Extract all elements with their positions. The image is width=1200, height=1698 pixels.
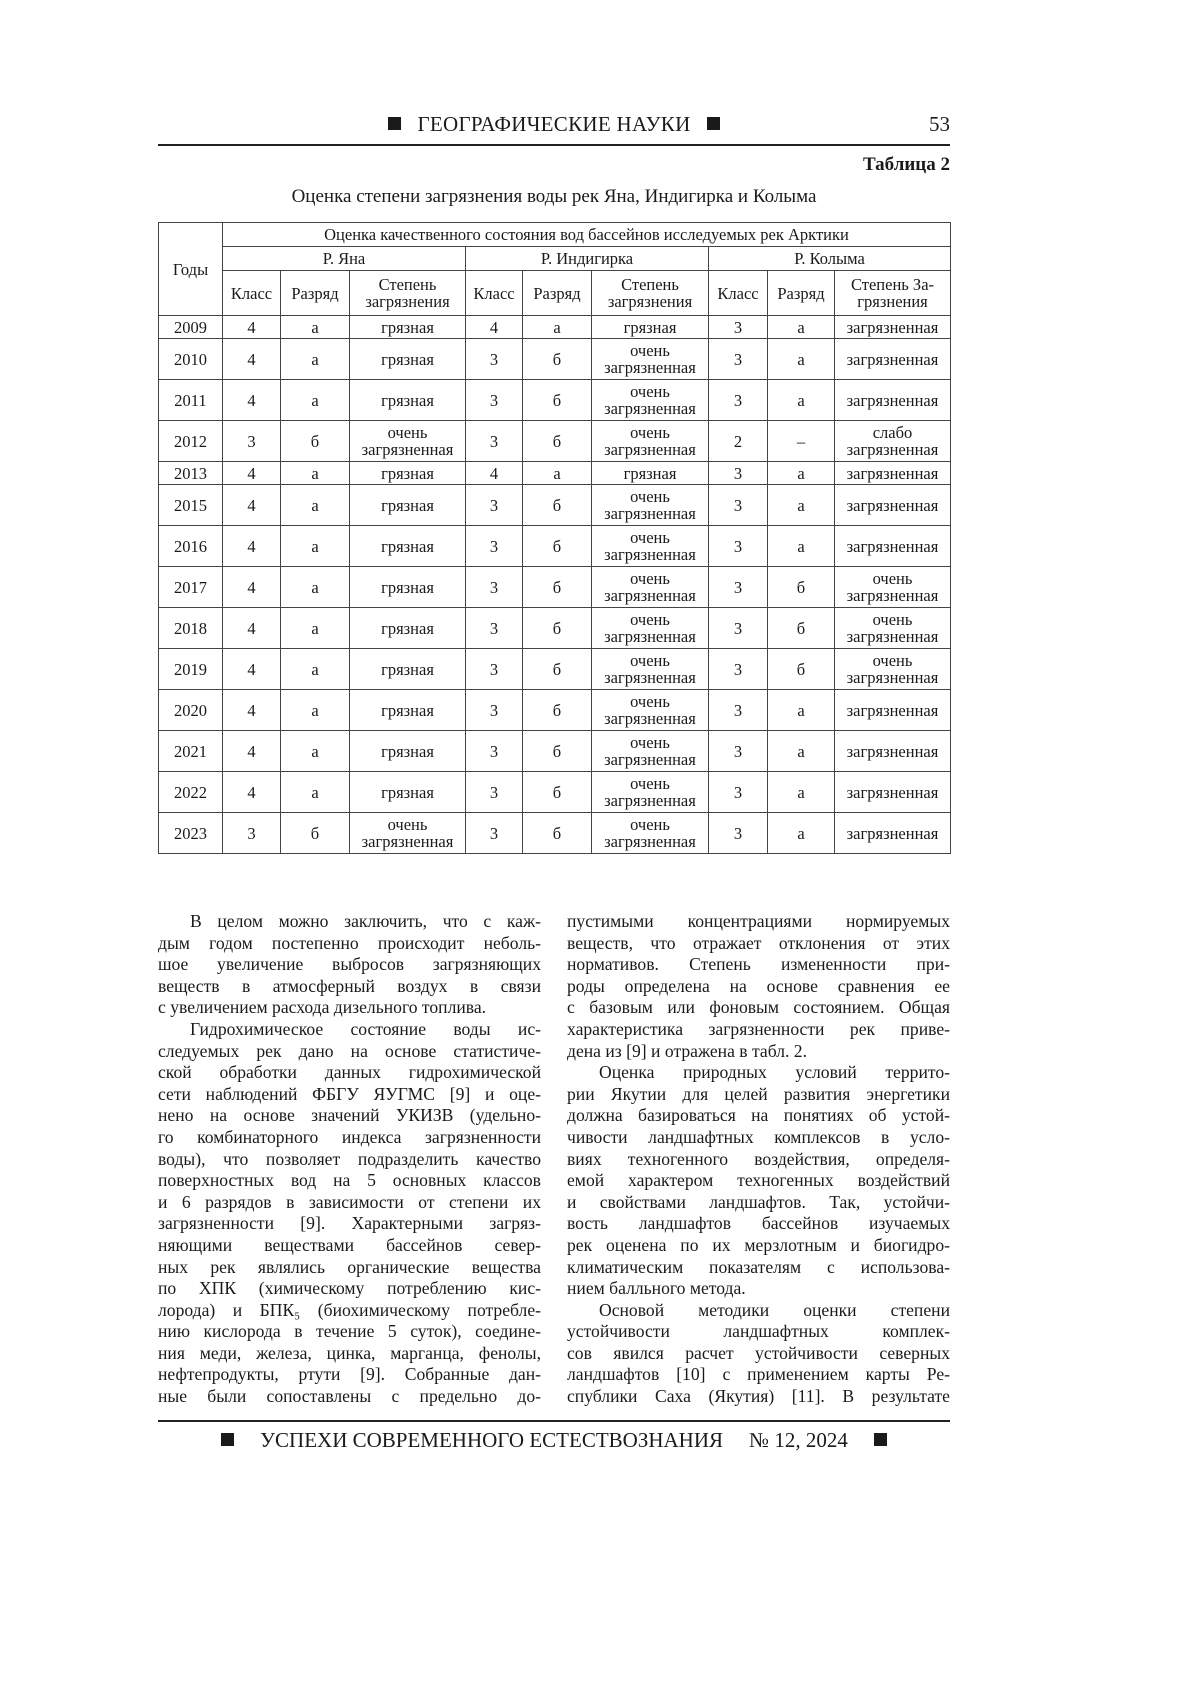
table-cell: 2 xyxy=(709,421,768,462)
table-cell: б xyxy=(523,731,592,772)
table-cell: загрязненная xyxy=(835,316,951,339)
header-river: Р. Колыма xyxy=(709,247,951,271)
table-cell: 4 xyxy=(223,339,281,380)
text-line: следуемых рек дано на основе статистиче- xyxy=(158,1040,541,1061)
table-cell: грязная xyxy=(350,608,466,649)
table-cell: грязная xyxy=(350,567,466,608)
table-row xyxy=(159,690,951,731)
text-line: по ХПК (химическому потреблению кис- xyxy=(158,1278,541,1299)
table-cell: 3 xyxy=(466,813,523,854)
subheader-cell: Степень За-грязнения xyxy=(835,271,951,316)
table-cell: 4 xyxy=(223,316,281,339)
table-cell: 3 xyxy=(466,690,523,731)
table-cell: 3 xyxy=(709,339,768,380)
table-cell: загрязненная xyxy=(835,731,951,772)
table-row xyxy=(159,649,951,690)
table-cell: 3 xyxy=(709,380,768,421)
table-row xyxy=(159,731,951,772)
table-cell: а xyxy=(281,731,350,772)
text-line: дым годом постепенно происходит неболь- xyxy=(158,932,541,953)
text-line: ных рек являлись органические вещества xyxy=(158,1256,541,1277)
table-cell: очень загрязненная xyxy=(592,339,709,380)
table-label: Таблица 2 xyxy=(862,154,950,175)
table-cell: б xyxy=(523,526,592,567)
text-line: нено на основе значений УКИЗВ (удельно- xyxy=(158,1105,541,1126)
table-cell: грязная xyxy=(350,526,466,567)
table-cell: 3 xyxy=(709,567,768,608)
table-cell: грязная xyxy=(350,649,466,690)
table-cell: слабо загрязненная xyxy=(835,421,951,462)
table-cell: 3 xyxy=(466,339,523,380)
table-cell: 4 xyxy=(466,462,523,485)
year-cell: 2009 xyxy=(159,316,223,339)
year-cell: 2019 xyxy=(159,649,223,690)
table-cell: 3 xyxy=(466,485,523,526)
table-cell: грязная xyxy=(592,316,709,339)
year-cell: 2021 xyxy=(159,731,223,772)
body-column-right xyxy=(567,911,950,1408)
year-cell: 2012 xyxy=(159,421,223,462)
year-cell: 2010 xyxy=(159,339,223,380)
table-cell: 3 xyxy=(466,421,523,462)
table-cell: а xyxy=(523,316,592,339)
table-cell: очень загрязненная xyxy=(592,731,709,772)
subheader-cell: Степень загрязнения xyxy=(350,271,466,316)
table-cell: б xyxy=(523,608,592,649)
table-cell: 3 xyxy=(466,380,523,421)
table-cell: грязная xyxy=(350,380,466,421)
page-number: 53 xyxy=(929,112,950,136)
text-line: нормативов. Степень измененности при- xyxy=(567,954,950,975)
year-cell: 2018 xyxy=(159,608,223,649)
table-cell: а xyxy=(768,731,835,772)
table-cell: б xyxy=(523,485,592,526)
table-row xyxy=(159,316,951,339)
year-cell: 2013 xyxy=(159,462,223,485)
table-cell: 3 xyxy=(709,462,768,485)
table-cell: а xyxy=(281,649,350,690)
text-line: лорода) и БПК₅ (биохимическому потребле- xyxy=(158,1299,541,1320)
table-cell: а xyxy=(281,567,350,608)
text-line: Оценка природных условий террито- xyxy=(599,1062,950,1083)
text-line: Гидрохимическое состояние воды ис- xyxy=(190,1018,541,1039)
table-cell: грязная xyxy=(350,316,466,339)
table-cell: 3 xyxy=(466,772,523,813)
table-row xyxy=(159,485,951,526)
subheader-cell: Разряд xyxy=(523,271,592,316)
text-line: сов явился расчет устойчивости северных xyxy=(567,1342,950,1363)
text-line: го комбинаторного индекса загрязненности xyxy=(158,1126,541,1147)
table-row xyxy=(159,608,951,649)
text-line: В целом можно заключить, что с каж- xyxy=(190,911,541,931)
subheader-cell: Разряд xyxy=(281,271,350,316)
table-cell: б xyxy=(523,339,592,380)
table-cell: 4 xyxy=(223,380,281,421)
table-cell: грязная xyxy=(350,731,466,772)
table-cell: а xyxy=(768,462,835,485)
table-cell: 4 xyxy=(223,567,281,608)
text-line: нию кислорода в течение 5 суток), соедине- xyxy=(158,1321,541,1342)
table-cell: а xyxy=(281,380,350,421)
table-cell: очень загрязненная xyxy=(592,772,709,813)
text-line: поверхностных вод на 5 основных классов xyxy=(158,1170,541,1191)
table-cell: а xyxy=(281,608,350,649)
table-cell: а xyxy=(523,462,592,485)
table-cell: грязная xyxy=(350,690,466,731)
table-cell: 3 xyxy=(709,772,768,813)
table-cell: а xyxy=(768,380,835,421)
pollution-table xyxy=(158,222,951,854)
table-cell: 4 xyxy=(223,690,281,731)
table-cell: 4 xyxy=(223,608,281,649)
table-cell: б xyxy=(281,421,350,462)
table-cell: а xyxy=(281,316,350,339)
text-line: роды определена на основе сравнения ее xyxy=(567,975,950,996)
table-cell: 3 xyxy=(466,567,523,608)
text-line: и свойствами ландшафтов. Так, устойчи- xyxy=(567,1191,950,1212)
table-cell: б xyxy=(768,608,835,649)
table-cell: очень загрязненная xyxy=(592,608,709,649)
square-bullet-icon xyxy=(388,117,401,130)
table-cell: 3 xyxy=(466,731,523,772)
table-cell: а xyxy=(281,485,350,526)
text-line: рек оценена по их мерзлотным и биогидро- xyxy=(567,1234,950,1255)
table-cell: а xyxy=(281,526,350,567)
table-cell: а xyxy=(768,690,835,731)
year-cell: 2023 xyxy=(159,813,223,854)
header-river: Р. Индигирка xyxy=(466,247,709,271)
table-cell: 3 xyxy=(709,813,768,854)
header-group: Оценка качественного состояния вод бассейнов исследуемых рек Арктики xyxy=(223,223,951,247)
text-line: с увеличением расхода дизельного топлива. xyxy=(158,997,487,1018)
table-cell: 3 xyxy=(466,526,523,567)
table-cell: 4 xyxy=(223,772,281,813)
table-cell: 3 xyxy=(709,649,768,690)
table-cell: б xyxy=(768,567,835,608)
table-cell: 4 xyxy=(223,485,281,526)
table-cell: 3 xyxy=(709,608,768,649)
table-cell: загрязненная xyxy=(835,690,951,731)
journal-title: УСПЕХИ СОВРЕМЕННОГО ЕСТЕСТВОЗНАНИЯ xyxy=(260,1428,724,1452)
table-cell: очень загрязненная xyxy=(592,649,709,690)
table-cell: а xyxy=(768,526,835,567)
table-cell: 3 xyxy=(466,608,523,649)
text-line: пустимыми концентрациями нормируемых xyxy=(567,911,950,931)
text-line: веществ, что отражает отклонения от этих xyxy=(567,932,950,953)
text-line: ния меди, железа, цинка, марганца, фенолы, xyxy=(158,1342,541,1363)
text-line: ные были сопоставлены с предельно до- xyxy=(158,1386,541,1407)
table-cell: очень загрязненная xyxy=(592,421,709,462)
table-cell: загрязненная xyxy=(835,462,951,485)
running-header xyxy=(158,108,950,146)
text-line: характеристика загрязненности рек приве- xyxy=(567,1018,950,1039)
text-line: ской обработки данных гидрохимической xyxy=(158,1062,541,1083)
table-cell: грязная xyxy=(350,339,466,380)
table-row xyxy=(159,339,951,380)
text-line: няющими веществами бассейнов север- xyxy=(158,1234,541,1255)
table-cell: 4 xyxy=(223,462,281,485)
year-cell: 2015 xyxy=(159,485,223,526)
table-row xyxy=(159,380,951,421)
text-line: шое увеличение выбросов загрязняющих xyxy=(158,954,541,975)
table-cell: а xyxy=(281,462,350,485)
running-footer xyxy=(158,1420,950,1453)
table-cell: загрязненная xyxy=(835,772,951,813)
subheader-cell: Степень загрязнения xyxy=(592,271,709,316)
subheader-cell: Класс xyxy=(223,271,281,316)
table-cell: очень загрязненная xyxy=(592,813,709,854)
table-cell: 3 xyxy=(709,731,768,772)
table-cell: а xyxy=(281,690,350,731)
table-cell: загрязненная xyxy=(835,526,951,567)
year-cell: 2020 xyxy=(159,690,223,731)
table-row xyxy=(159,421,951,462)
table-cell: очень загрязненная xyxy=(350,421,466,462)
text-line: виях техногенного воздействия, определя- xyxy=(567,1148,950,1169)
table-cell: а xyxy=(281,772,350,813)
table-cell: 3 xyxy=(709,485,768,526)
table-cell: 3 xyxy=(709,316,768,339)
table-cell: очень загрязненная xyxy=(835,567,951,608)
year-cell: 2011 xyxy=(159,380,223,421)
text-line: климатическим показателям с использова- xyxy=(567,1256,950,1277)
table-cell: 4 xyxy=(223,649,281,690)
table-cell: очень загрязненная xyxy=(592,567,709,608)
text-line: вость ландшафтов бассейнов изучаемых xyxy=(567,1213,950,1234)
table-cell: б xyxy=(523,813,592,854)
body-column-left xyxy=(158,911,541,1408)
text-line: загрязненности [9]. Характерными загряз- xyxy=(158,1213,541,1234)
table-cell: а xyxy=(281,339,350,380)
table-cell: 4 xyxy=(466,316,523,339)
text-line: ландшафтов [10] с применением карты Ре- xyxy=(567,1364,950,1385)
year-cell: 2017 xyxy=(159,567,223,608)
year-cell: 2022 xyxy=(159,772,223,813)
text-line: с базовым или фоновым состоянием. Общая xyxy=(567,997,950,1018)
table-cell: 3 xyxy=(709,526,768,567)
table-cell: б xyxy=(523,649,592,690)
subheader-cell: Класс xyxy=(709,271,768,316)
table-cell: очень загрязненная xyxy=(592,380,709,421)
table-cell: загрязненная xyxy=(835,380,951,421)
text-line: чивости ландшафтных комплексов в усло- xyxy=(567,1126,950,1147)
table-cell: – xyxy=(768,421,835,462)
table-row xyxy=(159,526,951,567)
text-line: воды), что позволяет подразделить качество xyxy=(158,1148,541,1169)
table-cell: загрязненная xyxy=(835,485,951,526)
table-cell: очень загрязненная xyxy=(835,608,951,649)
table-cell: б xyxy=(523,772,592,813)
table-cell: б xyxy=(768,649,835,690)
text-line: нефтепродукты, ртути [9]. Собранные дан- xyxy=(158,1364,541,1385)
table-cell: загрязненная xyxy=(835,339,951,380)
text-line: емой характером техногенных воздействий xyxy=(567,1170,950,1191)
table-cell: загрязненная xyxy=(835,813,951,854)
square-bullet-icon xyxy=(221,1433,234,1446)
table-cell: очень загрязненная xyxy=(592,690,709,731)
table-cell: 4 xyxy=(223,526,281,567)
text-line: рии Якутии для целей развития энергетики xyxy=(567,1083,950,1104)
text-line: устойчивости ландшафтных комплек- xyxy=(567,1321,950,1342)
table-caption: Оценка степени загрязнения воды рек Яна, Индигирка и Колыма xyxy=(291,186,817,207)
text-line: дена из [9] и отражена в табл. 2. xyxy=(567,1040,808,1061)
text-line: должна базироваться на понятиях об устой- xyxy=(567,1105,950,1126)
section-title: ГЕОГРАФИЧЕСКИЕ НАУКИ xyxy=(417,112,691,136)
square-bullet-icon xyxy=(707,117,720,130)
table-cell: очень загрязненная xyxy=(592,526,709,567)
table-cell: а xyxy=(768,813,835,854)
table-cell: б xyxy=(523,690,592,731)
table-cell: очень загрязненная xyxy=(592,485,709,526)
square-bullet-icon xyxy=(874,1433,887,1446)
text-line: и 6 разрядов в зависимости от степени их xyxy=(158,1191,541,1212)
subheader-cell: Разряд xyxy=(768,271,835,316)
table-cell: а xyxy=(768,485,835,526)
subheader-cell: Класс xyxy=(466,271,523,316)
table-cell: а xyxy=(768,339,835,380)
table-cell: 3 xyxy=(223,813,281,854)
table-cell: очень загрязненная xyxy=(835,649,951,690)
text-line: нием балльного метода. xyxy=(567,1278,746,1299)
table-cell: б xyxy=(281,813,350,854)
text-line: спублики Саха (Якутия) [11]. В результате xyxy=(567,1386,950,1407)
issue-number: № 12, 2024 xyxy=(749,1428,848,1452)
header-river: Р. Яна xyxy=(223,247,466,271)
table-cell: 4 xyxy=(223,731,281,772)
table-row xyxy=(159,462,951,485)
table-cell: очень загрязненная xyxy=(350,813,466,854)
table-row xyxy=(159,567,951,608)
header-years: Годы xyxy=(159,223,223,316)
table-cell: 3 xyxy=(709,690,768,731)
table-cell: а xyxy=(768,772,835,813)
table-row xyxy=(159,813,951,854)
table-cell: б xyxy=(523,567,592,608)
table-cell: грязная xyxy=(350,485,466,526)
table-cell: 3 xyxy=(466,649,523,690)
table-cell: грязная xyxy=(350,462,466,485)
table-row xyxy=(159,772,951,813)
table-cell: 3 xyxy=(223,421,281,462)
table-cell: грязная xyxy=(592,462,709,485)
table-cell: а xyxy=(768,316,835,339)
text-line: сети наблюдений ФБГУ ЯУГМС [9] и оце- xyxy=(158,1083,541,1104)
text-line: Основой методики оценки степени xyxy=(599,1299,950,1320)
table-cell: грязная xyxy=(350,772,466,813)
table-cell: б xyxy=(523,421,592,462)
year-cell: 2016 xyxy=(159,526,223,567)
table-cell: б xyxy=(523,380,592,421)
text-line: веществ в атмосферный воздух в связи xyxy=(158,975,541,996)
